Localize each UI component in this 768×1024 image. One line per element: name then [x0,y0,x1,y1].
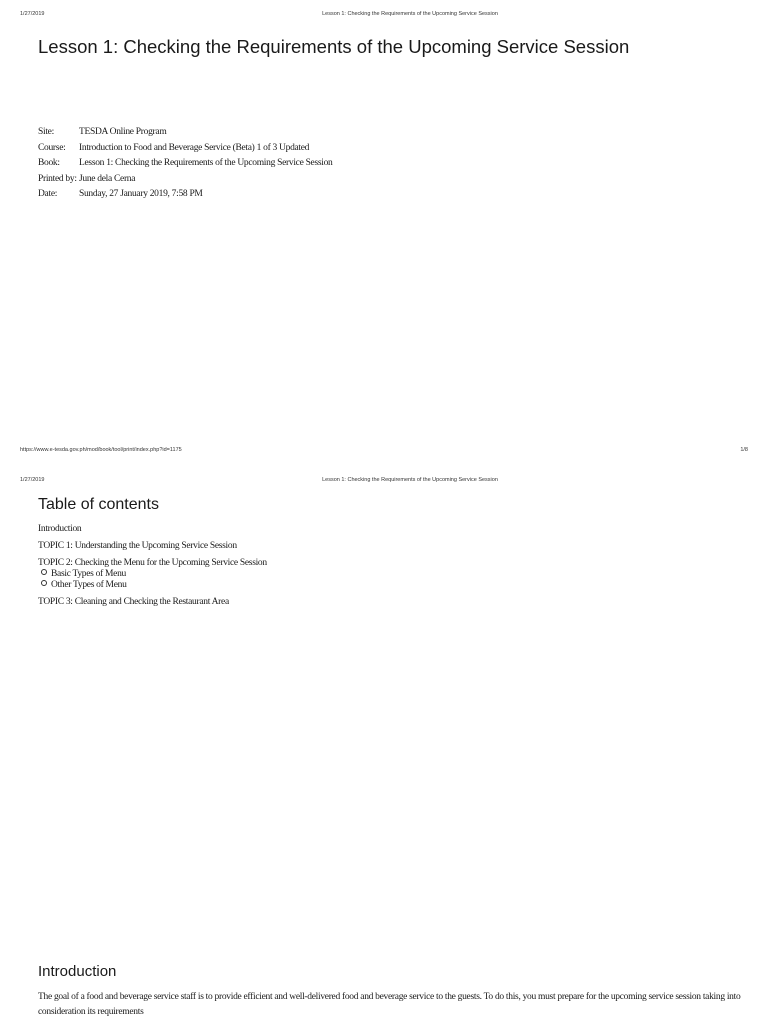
header-title: Lesson 1: Checking the Requirements of the Upcoming Service Session [322,11,498,17]
meta-row-date [38,189,333,205]
meta-row-printed-by [38,174,333,190]
footer-url: https://www.e-tesda.gov.ph/mod/book/tool/print/index.php?id=1175 [20,447,182,453]
introduction-paragraph: The goal of a food and beverage service staff is to provide efficient and well-delivered food and beverage service to the guests. To do this, you must prepare for the upcoming service session taking into consideration its requirements [38,992,741,1017]
toc-sub-item[interactable] [41,569,267,580]
toc-heading: Table of contents [38,496,159,513]
header-title: Lesson 1: Checking the Requirements of the Upcoming Service Session [322,477,498,483]
toc-link-introduction[interactable]: Introduction [38,524,82,534]
toc-sub-label: Other Types of Menu [51,580,127,590]
table-of-contents [38,523,267,608]
meta-label: Printed by: [38,173,77,184]
page-title: Lesson 1: Checking the Requirements of the Upcoming Service Session [38,36,630,57]
toc-sub-label: Basic Types of Menu [51,569,126,579]
toc-link-topic-1[interactable]: TOPIC 1: Understanding the Upcoming Service Session [38,541,237,551]
toc-sub-item[interactable] [41,580,267,591]
meta-label: Book: [38,158,60,168]
header-date: 1/27/2019 [20,477,45,483]
meta-value: Lesson 1: Checking the Requirements of the Upcoming Service Session [79,158,333,168]
meta-label: Course: [38,142,66,153]
toc-link-topic-3[interactable]: TOPIC 3: Cleaning and Checking the Restaurant Area [38,597,229,607]
meta-label: Site: [38,127,54,137]
meta-row-course [38,143,333,159]
meta-value: Sunday, 27 January 2019, 7:58 PM [79,189,203,199]
meta-value: Introduction to Food and Beverage Service (Beta) 1 of 3 Updated [79,142,310,153]
meta-value: TESDA Online Program [79,127,167,137]
header-date: 1/27/2019 [20,11,45,17]
meta-label: Date: [38,189,58,199]
footer-page-number: 1/8 [740,447,748,453]
meta-row-book [38,158,333,174]
meta-value: June dela Cerna [79,173,136,184]
bullet-circle-icon [41,580,47,586]
section-heading-introduction: Introduction [38,963,117,980]
bullet-circle-icon [41,569,47,575]
book-info-table [38,127,333,205]
toc-sublist [38,569,267,591]
toc-link-topic-2[interactable]: TOPIC 2: Checking the Menu for the Upcoming Service Session [38,558,267,568]
meta-row-site [38,127,333,143]
